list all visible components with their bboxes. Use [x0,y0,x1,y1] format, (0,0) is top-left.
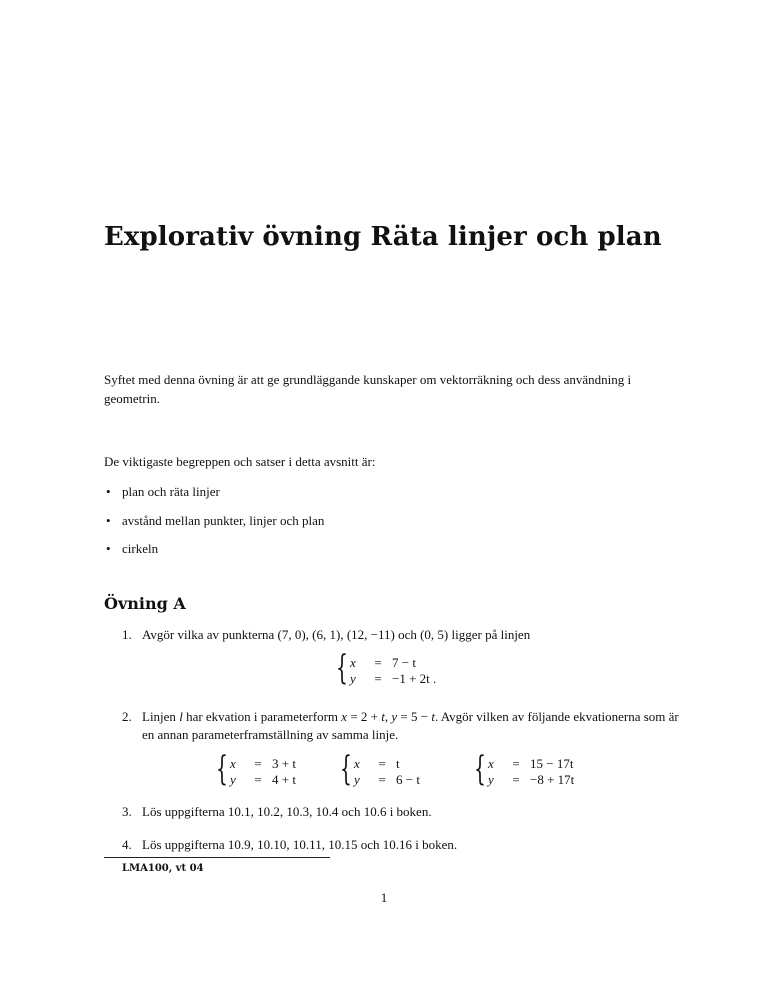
variable-x: x [350,655,356,670]
exercise-1 [122,626,682,646]
equals-sign: = [374,671,382,686]
document-title: Explorativ övning Räta linjer och plan [104,222,662,252]
line-equation-system [336,648,496,689]
left-brace-icon: { [474,749,486,789]
variable-x: x [488,756,494,771]
footnote-rule [104,857,330,858]
text-part: = 5 − [397,709,432,724]
equals-sign: = [512,756,520,771]
text-part: . Avgör vilken av följande ekvationerna som är en annan parameterframställning av samma linje. [142,709,679,742]
alternative-system-3 [474,749,624,790]
text-part: Linjen [142,709,180,724]
exercise-number: 3. [122,804,132,819]
footnote: LMA100, vt 04 [122,863,204,874]
exercise-number: 4. [122,837,132,852]
exercise-text: Avgör vilka av punkterna (7, 0), (6, 1), (12, −11) och (0, 5) ligger på linjen [142,627,531,642]
equals-sign: = [378,772,386,787]
x-expression: 15 − 17t [530,756,574,771]
exercise-text: Lös uppgifterna 10.1, 10.2, 10.3, 10.4 och 10.6 i boken. [142,804,432,819]
equals-sign: = [254,772,262,787]
math-t: t [431,709,435,724]
exercise-text [142,708,694,744]
y-expression: −8 + 17t [530,772,575,787]
equals-sign: = [254,756,262,771]
variable-y: y [350,671,356,686]
exercise-number: 2. [122,709,132,724]
y-expression: 6 − t [396,772,420,787]
text-part: har ekvation i parameterform [182,709,342,724]
exercise-4 [122,836,682,856]
list-item-label: cirkeln [122,541,159,556]
text-part: = 2 + [347,709,382,724]
exercise-number: 1. [122,627,132,642]
bullet-icon: • [106,513,111,528]
math-t: t [381,709,385,724]
equals-sign: = [378,756,386,771]
math-x: x [341,709,348,724]
y-expression: 4 + t [272,772,296,787]
left-brace-icon: { [216,749,228,789]
equals-sign: = [512,772,520,787]
equation-table [230,756,296,788]
x-expression: t [396,756,400,771]
list-item-label: avstånd mellan punkter, linjer och plan [122,513,325,528]
equation-table [488,756,574,788]
page-number: 1 [380,890,388,905]
variable-x: x [354,756,360,771]
math-y: y [391,709,398,724]
left-brace-icon: { [340,749,352,789]
equals-sign: = [374,655,382,670]
list-item [106,541,159,557]
alternative-system-1 [216,749,326,790]
variable-x: x [230,756,236,771]
section-heading: Övning A [104,594,186,613]
exercise-text: Lös uppgifterna 10.9, 10.10, 10.11, 10.15 och 10.16 i boken. [142,837,458,852]
variable-y: y [354,772,360,787]
bullet-icon: • [106,541,111,556]
list-item-label: plan och räta linjer [122,484,220,499]
intro-paragraph: Syftet med denna övning är att ge grundläggande kunskaper om vektorräkning och dess användning i geometrin. [104,372,632,406]
variable-y: y [488,772,494,787]
bullet-icon: • [106,484,111,499]
list-item [106,484,220,500]
text-part: , [384,709,392,724]
variable-y: y [230,772,236,787]
y-expression: −1 + 2t . [392,671,437,686]
list-item [106,513,325,529]
math-l: l [179,709,183,724]
x-expression: 7 − t [392,655,416,670]
alternative-system-2 [340,749,450,790]
left-brace-icon: { [336,648,348,688]
x-expression: 3 + t [272,756,296,771]
exercise-2 [122,708,682,748]
exercise-3 [122,803,682,823]
equation-table [350,655,436,687]
equation-table [354,756,420,788]
concepts-heading: De viktigaste begreppen och satser i detta avsnitt är: [104,454,376,469]
